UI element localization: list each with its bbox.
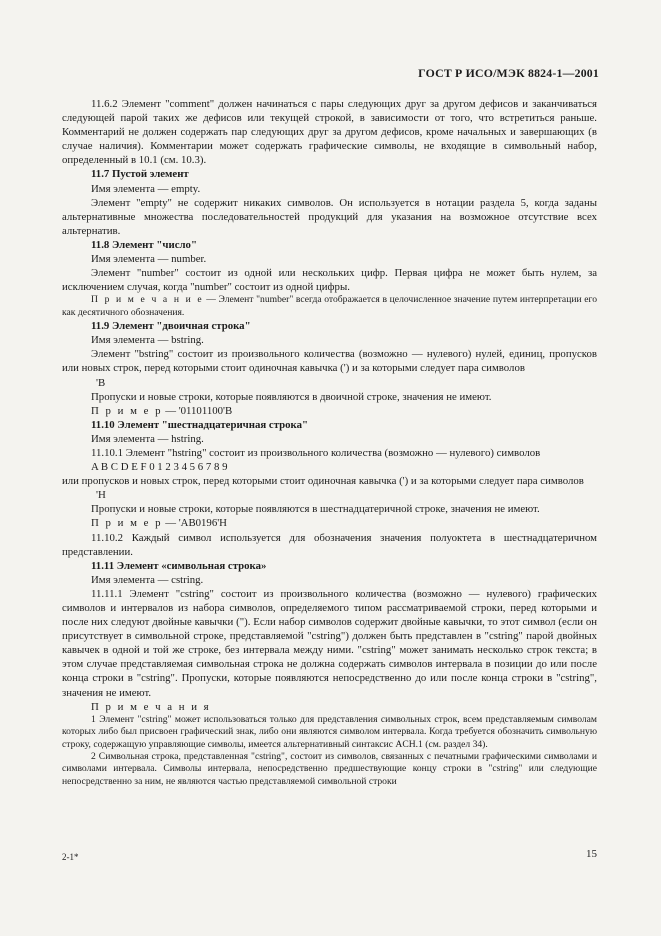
paragraph-text: Пропуски и новые строки, которые появляются в шестнадцатеричной строке, значения не имеют. <box>91 503 540 516</box>
paragraph <box>62 196 597 238</box>
paragraph <box>62 559 597 573</box>
paragraph-text: 11.7 Пустой элемент <box>91 168 189 181</box>
paragraph <box>62 474 597 488</box>
paragraph-text: 'H <box>96 489 106 502</box>
paragraph <box>62 294 597 319</box>
paragraph-text: 11.11 Элемент «символьная строка» <box>91 559 267 572</box>
paragraph <box>62 390 597 404</box>
paragraph <box>62 167 597 181</box>
paragraph <box>62 347 597 375</box>
paragraph-text: — 'AB0196'H <box>162 517 227 530</box>
paragraph <box>62 587 597 700</box>
paragraph-text: 1 Элемент "cstring" может использоваться только для представления символьных строк, всем представляемым символам которых либо был присвоен графический знак, либо они являются символом интервала. Когда требуется обозначить символьную строку, содержащую управляющие символы, имеется альтернативный синтаксис ACH.1 (см. раздел 34). <box>62 713 597 750</box>
paragraph-text: 11.11.1 Элемент "cstring" состоит из произвольного количества (возможно — нулевого) графических символов и интервалов из набора символов, определяемого типом рассматриваемой строки, перед которыми и после них следуют двойные кавычки ("). Если набор символов содержит двойные кавычки, то этот символ (если он присутствует в символьной строке, представляемой "cstring") должен быть представлен в "cstring" парой двойных кавычек в одной и той же строке, без интервала между ними. "cstring" может занимать несколько строк текста; в этом случае представляемая символьная строка не должна содержать символов интервала в позиции до или после конца строки в "cstring". Пропуски, которые появляются непосредственно до или после конца строки в "cstring", значения не имеют. <box>62 587 597 699</box>
paragraph <box>62 404 597 418</box>
paragraph-text: — '01101100'B <box>162 404 233 417</box>
paragraph-text: Имя элемента — number. <box>91 253 207 266</box>
paragraph-text: Имя элемента — bstring. <box>91 334 204 347</box>
footer-sheet-mark: 2-1* <box>62 852 79 862</box>
paragraph-label: П р и м е ч а н и е <box>91 294 204 306</box>
paragraph-text: Пропуски и новые строки, которые появляются в двоичной строке, значения не имеют. <box>91 390 492 403</box>
paragraph-text: 11.10.2 Каждый символ используется для обозначения значения полуоктета в шестнадцатеричном представлении. <box>62 531 597 558</box>
paragraph <box>62 432 597 446</box>
paragraph <box>62 531 597 559</box>
paragraph-text: 'B <box>96 376 106 389</box>
paragraph-text: или пропусков и новых строк, перед которыми стоит одиночная кавычка (') и за которыми следует пара символов <box>62 475 584 488</box>
paragraph-text: 2 Символьная строка, представленная "cstring", состоит из символов, связанных с печатными графическими символами и символами интервала. Символы интервала, непосредственно предшествующие концу строки в "cstring" или следующие непосредственно за ним, не являются частью представляемой символьной строки <box>62 750 597 787</box>
paragraph-text: 11.9 Элемент "двоичная строка" <box>91 320 251 333</box>
paragraph <box>62 488 597 502</box>
paragraph <box>62 266 597 294</box>
paragraph <box>62 714 597 751</box>
paragraph-text: Элемент "empty" не содержит никаких символов. Он используется в нотации раздела 5, когда заданы альтернативные множества последовательностей продукций для указания на возможное отсутствие всех альтернатив. <box>62 196 597 237</box>
paragraph <box>62 700 597 714</box>
paragraph-text: A B C D E F 0 1 2 3 4 5 6 7 8 9 <box>91 461 228 474</box>
paragraph-text: 11.10.1 Элемент "hstring" состоит из произвольного количества (возможно — нулевого) символов <box>91 446 541 459</box>
document-body <box>62 97 597 788</box>
page-number: 15 <box>586 848 597 860</box>
paragraph <box>62 418 597 432</box>
paragraph-label: П р и м е р <box>91 404 163 417</box>
paragraph-label: П р и м е р <box>91 517 163 530</box>
paragraph <box>62 333 597 347</box>
document-header: ГОСТ Р ИСО/МЭК 8824-1—2001 <box>418 66 599 80</box>
paragraph <box>62 460 597 474</box>
paragraph-text: Элемент "bstring" состоит из произвольного количества (возможно — нулевого) нулей, единиц, пропусков или новых строк, перед которыми стоит одиночная кавычка (') и за которыми следует пара символов <box>62 348 597 375</box>
paragraph-label: П р и м е ч а н и я <box>91 700 211 713</box>
paragraph-text: — Элемент "number" всегда отображается в целочисленное значение путем интерпретации его как десятичного обозначения. <box>62 294 597 318</box>
paragraph <box>62 446 597 460</box>
paragraph-text: Имя элемента — empty. <box>91 182 201 195</box>
paragraph <box>62 376 597 390</box>
paragraph-text: Элемент "number" состоит из одной или нескольких цифр. Первая цифра не может быть нулем, за исключением случая, когда "number" состоит из одной цифры. <box>62 267 597 294</box>
paragraph-text: Имя элемента — hstring. <box>91 432 204 445</box>
paragraph-text: 11.6.2 Элемент "comment" должен начинаться с пары следующих друг за другом дефисов и заканчиваться следующей парой таких же дефисов или текущей строкой, в зависимости от того, что встретиться раньше. Комментарий не должен содержать пар следующих друг за другом дефисов, кроме начальных и завершающих (в случае наличия). Комментарии может содержать графические символы, не входящие в символьный набор, определенный в 10.1 (см. 10.3). <box>62 98 597 167</box>
paragraph <box>62 319 597 333</box>
paragraph <box>62 182 597 196</box>
paragraph <box>62 238 597 252</box>
paragraph <box>62 573 597 587</box>
paragraph-text: Имя элемента — cstring. <box>91 573 204 586</box>
paragraph <box>62 516 597 530</box>
paragraph <box>62 97 597 167</box>
paragraph-text: 11.10 Элемент "шестнадцатеричная строка" <box>91 418 308 431</box>
paragraph <box>62 252 597 266</box>
paragraph-text: 11.8 Элемент "число" <box>91 238 197 251</box>
paragraph <box>62 751 597 788</box>
paragraph <box>62 502 597 516</box>
